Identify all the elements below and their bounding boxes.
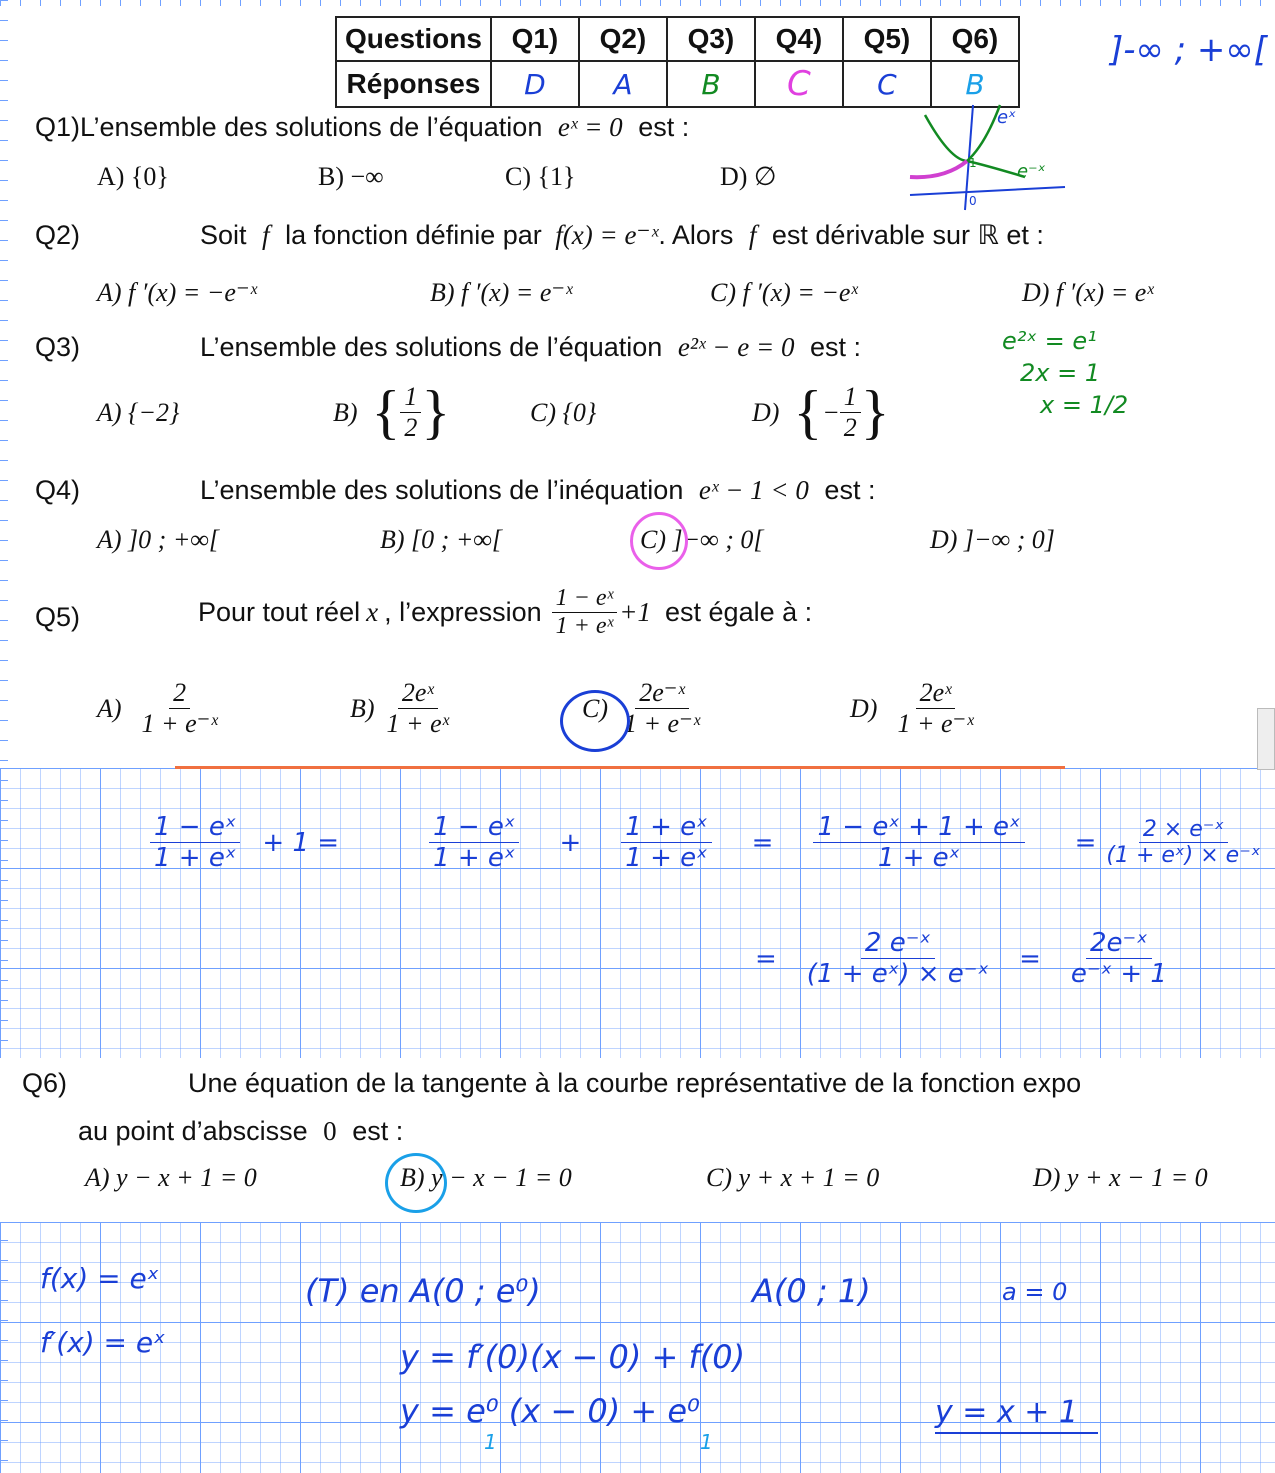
answer-cell: C xyxy=(755,61,843,107)
q5-option-b[interactable] xyxy=(350,678,453,739)
fraction-numerator: 1 + eˣ xyxy=(621,812,711,843)
fraction-denominator: 2 xyxy=(843,413,857,442)
sketch-label-ex: eˣ xyxy=(997,107,1017,128)
table-header-cell: Questions xyxy=(336,17,491,61)
fraction-numerator: 1 xyxy=(840,382,861,413)
q3-handwritten-work xyxy=(1002,325,1128,421)
q4-statement xyxy=(200,475,875,506)
orange-divider xyxy=(175,766,1065,769)
answer-cell: B xyxy=(667,61,755,107)
answer-cell: B xyxy=(931,61,1019,107)
fraction-numerator: 1 − eˣ xyxy=(552,585,618,613)
q5-number: Q5) xyxy=(35,602,81,632)
hw-line: e²ˣ = e¹ xyxy=(1002,327,1097,355)
hw-fraction xyxy=(813,812,1024,873)
fraction-denominator: 1 + e⁻ˣ xyxy=(624,709,701,738)
q3-text: L’ensemble des solutions de l’équation xyxy=(200,332,663,362)
q6-option-d[interactable]: D) y + x − 1 = 0 xyxy=(1033,1163,1208,1192)
q4-option-a[interactable]: A) ]0 ; +∞[ xyxy=(97,525,220,554)
q1-prefix: Q1)L’ensemble des solutions de l’équation xyxy=(35,112,543,142)
q2-f: f xyxy=(262,220,270,250)
fraction-numerator: 2e⁻ˣ xyxy=(1086,928,1152,959)
sketch-label-emx: e⁻ˣ xyxy=(1017,161,1046,182)
fraction-denominator: 1 + eˣ xyxy=(386,709,449,738)
hw-op: = xyxy=(1019,943,1041,974)
q5-text2: , l’expression xyxy=(384,597,542,627)
option-label: B) xyxy=(350,693,375,723)
q3-option-b-label: B) xyxy=(333,397,358,427)
q6-number: Q6) xyxy=(22,1068,68,1098)
option-fraction xyxy=(620,678,704,739)
q6-zero: 0 xyxy=(323,1116,337,1146)
fraction-numerator: 1 − eˣ xyxy=(429,812,519,843)
q2-text2: la fonction définie par xyxy=(285,220,542,250)
work6-one-b: 1 xyxy=(700,1430,713,1454)
table-header-cell: Q5) xyxy=(843,17,931,61)
note-interval: ]-∞ ; +∞[ xyxy=(1110,30,1268,70)
q1-suffix: est : xyxy=(638,112,690,142)
option-fraction xyxy=(383,678,453,739)
fraction-denominator: 1 + e⁻ˣ xyxy=(897,709,974,738)
q4-option-d[interactable]: D) ]−∞ ; 0] xyxy=(930,525,1055,554)
brace-left: { xyxy=(793,379,823,445)
q6-text2: au point d’abscisse xyxy=(78,1116,308,1146)
q3-option-b-fraction xyxy=(400,382,421,443)
fraction-numerator: 1 xyxy=(400,382,421,413)
fraction-denominator: 1 + eˣ xyxy=(877,843,961,873)
hw-fraction xyxy=(429,812,519,873)
q2-text1: Soit xyxy=(200,220,247,250)
option-label: D) xyxy=(850,693,878,723)
hw-line: 2x = 1 xyxy=(1020,359,1101,387)
work6-substitution: y = e⁰ (x − 0) + e⁰ xyxy=(400,1392,700,1430)
q3-option-d-fraction xyxy=(840,382,861,443)
fraction-denominator: 1 + e⁻ˣ xyxy=(141,709,218,738)
table-header-cell: Q3) xyxy=(667,17,755,61)
table-row-label: Réponses xyxy=(336,61,491,107)
table-header-cell: Q2) xyxy=(579,17,667,61)
hw-fraction xyxy=(150,812,240,873)
work6-a: a = 0 xyxy=(1002,1278,1068,1306)
q6-text3: est : xyxy=(352,1116,404,1146)
top-ticks xyxy=(0,0,1275,6)
work6-point: A(0 ; 1) xyxy=(752,1272,871,1310)
q5-expression xyxy=(552,585,618,640)
answer-cell: A xyxy=(579,61,667,107)
q5-answer-circle xyxy=(560,690,630,752)
q6-statement-line2 xyxy=(78,1116,403,1147)
q4-number: Q4) xyxy=(35,475,81,505)
brace-right: } xyxy=(860,379,890,445)
q6-option-b[interactable]: B) y − x − 1 = 0 xyxy=(400,1163,572,1192)
work6-one-a: 1 xyxy=(484,1430,497,1454)
q5-plus-one: +1 xyxy=(619,597,652,627)
work6-f: f(x) = eˣ xyxy=(40,1262,160,1295)
q5-option-d[interactable] xyxy=(850,678,978,739)
fraction-numerator: 1 − eˣ + 1 + eˣ xyxy=(813,812,1024,843)
fraction-numerator: 2 e⁻ˣ xyxy=(861,928,935,959)
fraction-numerator: 2 × e⁻ˣ xyxy=(1139,817,1228,843)
q6-option-c[interactable]: C) y + x + 1 = 0 xyxy=(706,1163,880,1192)
left-ticks xyxy=(0,0,8,1473)
work6-fprime: f′(x) = eˣ xyxy=(40,1326,166,1359)
work5-line1 xyxy=(150,812,1265,873)
q3-option-b[interactable] xyxy=(333,378,450,447)
q4-option-c[interactable]: C) ]−∞ ; 0[ xyxy=(640,525,764,554)
sketch-label-one: 1 xyxy=(969,156,977,170)
exp-sketch xyxy=(905,95,1075,215)
q3-option-c[interactable]: C) {0} xyxy=(530,398,597,427)
q2-option-a[interactable]: A) f ′(x) = −e⁻ˣ xyxy=(97,278,257,307)
q2-option-b[interactable]: B) f ′(x) = e⁻ˣ xyxy=(430,278,573,307)
fraction-numerator: 1 − eˣ xyxy=(150,812,240,843)
q5-statement xyxy=(198,585,812,640)
q2-text3: . Alors xyxy=(658,220,734,250)
option-fraction xyxy=(138,678,222,739)
q1-equation: eˣ = 0 xyxy=(557,112,623,142)
q2-f2: f xyxy=(748,220,757,250)
scrollbar[interactable] xyxy=(1257,708,1275,770)
minus-sign: − xyxy=(822,397,840,427)
table-row xyxy=(336,17,1019,61)
q1-option-c[interactable]: C) {1} xyxy=(505,162,576,191)
q4-suffix: est : xyxy=(824,475,876,505)
fraction-denominator: 1 + eˣ xyxy=(433,843,516,873)
q4-inequation: eˣ − 1 < 0 xyxy=(698,475,809,505)
work6-tangent-point: (T) en A(0 ; e⁰) xyxy=(305,1272,541,1310)
hw-line: x = 1/2 xyxy=(1040,391,1129,419)
fraction-denominator: (1 + eˣ) × e⁻ˣ xyxy=(806,959,990,989)
q4-answer-circle xyxy=(630,512,688,570)
q5-option-a[interactable] xyxy=(97,678,222,739)
q6-option-a[interactable]: A) y − x + 1 = 0 xyxy=(85,1163,257,1192)
sketch-label-zero: 0 xyxy=(969,194,977,208)
hw-op: = xyxy=(751,827,774,858)
fraction-numerator: 2e⁻ˣ xyxy=(635,678,689,709)
hw-op: + 1 = xyxy=(262,827,340,858)
hw-fraction xyxy=(1102,817,1264,868)
q3-number: Q3) xyxy=(35,332,81,362)
q2-number: Q2) xyxy=(35,220,81,250)
hw-fraction xyxy=(803,928,993,989)
q2-statement xyxy=(200,220,1044,251)
fraction-denominator: 1 + eˣ xyxy=(154,843,237,873)
brace-left: { xyxy=(371,379,401,445)
fraction-numerator: 2 xyxy=(169,678,190,709)
q3-suffix: est : xyxy=(809,332,862,362)
answer-cell: D xyxy=(491,61,579,107)
hw-op: = xyxy=(755,943,777,974)
table-header-cell: Q4) xyxy=(755,17,843,61)
fraction-denominator: 2 xyxy=(404,413,418,442)
option-fraction xyxy=(893,678,977,739)
table-header-cell: Q6) xyxy=(931,17,1019,61)
q5-text1: Pour tout réel xyxy=(198,597,361,627)
q3-statement xyxy=(200,332,861,363)
hw-op: + xyxy=(559,827,582,858)
work5-line2 xyxy=(755,928,1171,989)
q2-text4: est dérivable sur ℝ et : xyxy=(771,220,1044,250)
q3-option-d[interactable] xyxy=(752,378,890,447)
q5-x: x xyxy=(366,597,379,627)
q5-text3: est égale à : xyxy=(665,597,813,627)
brace-right: } xyxy=(421,379,451,445)
option-label: A) xyxy=(97,693,122,723)
q2-option-d[interactable]: D) f ′(x) = eˣ xyxy=(1022,278,1154,307)
q4-text: L’ensemble des solutions de l’inéquation xyxy=(200,475,684,505)
work6-formula: y = f′(0)(x − 0) + f(0) xyxy=(400,1338,746,1376)
q4-option-b[interactable]: B) [0 ; +∞[ xyxy=(380,525,503,554)
hw-fraction xyxy=(1067,928,1171,989)
q1-option-d[interactable]: D) ∅ xyxy=(720,162,777,191)
answer-cell: C xyxy=(843,61,931,107)
q1-option-a[interactable]: A) {0} xyxy=(97,162,169,191)
hw-op: = xyxy=(1074,827,1097,858)
q6-statement: Une équation de la tangente à la courbe représentative de la fonction expo xyxy=(188,1068,1082,1098)
fraction-denominator: (1 + eˣ) × e⁻ˣ xyxy=(1106,843,1261,868)
q1-option-b[interactable]: B) −∞ xyxy=(318,162,384,191)
q1-statement xyxy=(35,112,689,143)
q6-answer-circle xyxy=(385,1153,447,1213)
fraction-denominator: 1 + eˣ xyxy=(625,843,708,873)
q2-option-c[interactable]: C) f ′(x) = −eˣ xyxy=(710,278,858,307)
fraction-numerator: 2eˣ xyxy=(398,678,438,709)
fraction-numerator: 2eˣ xyxy=(916,678,956,709)
fraction-denominator: e⁻ˣ + 1 xyxy=(1070,959,1167,989)
q2-def: f(x) = e⁻ˣ xyxy=(555,220,659,250)
hw-fraction xyxy=(621,812,711,873)
q3-option-d-label: D) xyxy=(752,397,780,427)
table-header-cell: Q1) xyxy=(491,17,579,61)
option-label: C) xyxy=(582,693,608,723)
q3-option-a[interactable]: A) {−2} xyxy=(97,398,180,427)
work6-result: y = x + 1 xyxy=(935,1395,1098,1434)
q3-equation: e²ˣ − e = 0 xyxy=(677,332,795,362)
fraction-denominator: 1 + eˣ xyxy=(555,613,614,639)
